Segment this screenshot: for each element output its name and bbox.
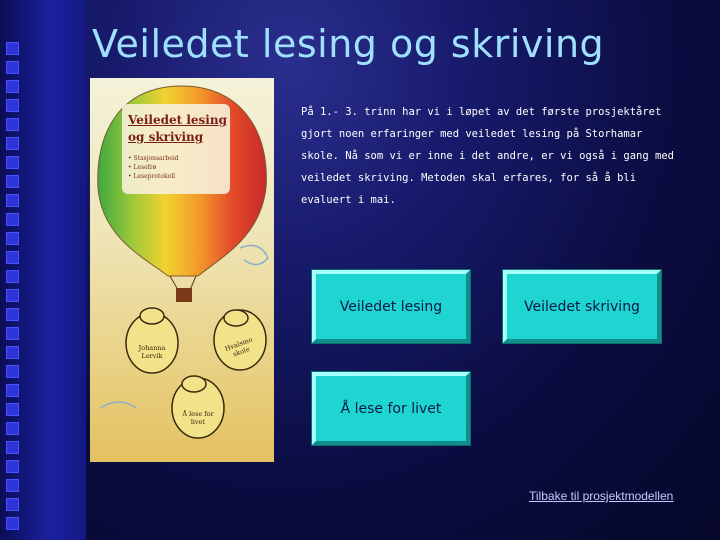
button-label: Veiledet lesing [339, 298, 443, 315]
veiledet-skriving-button[interactable] [503, 270, 661, 343]
button-label: Veiledet skriving [524, 298, 640, 315]
slide-description: På 1.- 3. trinn har vi i løpet av det første prosjektåret gjort noen erfaringer med veiledet lesing på Storhamar skole. Nå som vi er inne i det andre, er vi også i gang med veiledet skriving. Metoden skal erfares, for så å bli evaluert i mai. [301, 106, 674, 206]
square-bullets-decor [6, 42, 20, 536]
pig-label: Johanna Lervik [138, 344, 166, 360]
poster-list [128, 154, 179, 181]
poster-list-item: • Lesefrø [128, 163, 179, 172]
slide-title: Veiledet lesing og skriving [92, 22, 605, 66]
poster-title: Veiledet lesing og skriving [128, 113, 227, 144]
lese-for-livet-button[interactable] [312, 372, 470, 445]
poster-photo [90, 78, 274, 462]
poster-list-item: • Stasjonsarbeid [128, 154, 179, 163]
left-decor-strip [0, 0, 86, 540]
veiledet-lesing-button[interactable] [312, 270, 470, 343]
back-to-project-model-link[interactable]: Tilbake til prosjektmodellen [529, 489, 674, 503]
pig-label: Hvalsmo skole [223, 335, 254, 359]
pig-label: Å lese for livet [182, 410, 214, 426]
button-label: Å lese for livet [340, 400, 442, 417]
poster-list-item: • Leseprotokoll [128, 172, 179, 181]
